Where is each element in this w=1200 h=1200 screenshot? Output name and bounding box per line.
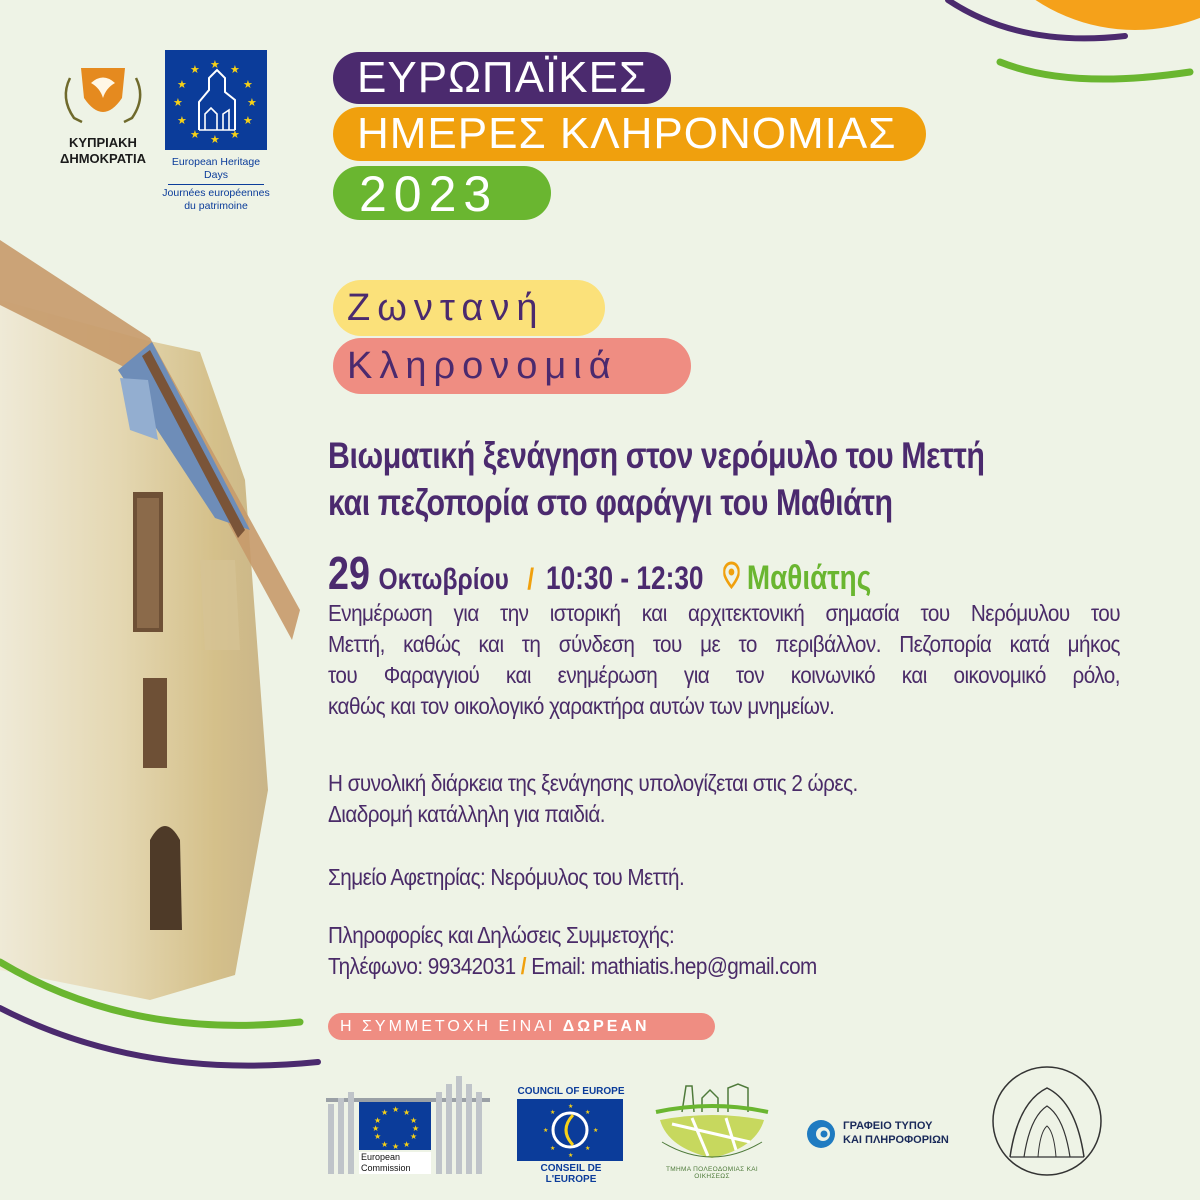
svg-text:★: ★ bbox=[410, 1132, 418, 1141]
pio-text bbox=[843, 1119, 949, 1147]
free-prefix: Η ΣΥΜΜΕΤΟΧΗ ΕΙΝΑΙ bbox=[340, 1018, 556, 1035]
eu-stars-icon bbox=[359, 1102, 431, 1150]
ehd-emblem-icon bbox=[165, 50, 267, 150]
event-time: 10:30 - 12:30 bbox=[545, 560, 704, 596]
svg-text:★: ★ bbox=[392, 1142, 400, 1150]
svg-text:★: ★ bbox=[230, 63, 240, 76]
start-point-label: Σημείο Αφετηρίας: bbox=[328, 864, 486, 890]
svg-text:★: ★ bbox=[190, 128, 200, 141]
svg-text:★: ★ bbox=[177, 114, 187, 127]
svg-text:★: ★ bbox=[177, 78, 187, 91]
svg-text:★: ★ bbox=[374, 1116, 382, 1125]
svg-text:★: ★ bbox=[550, 1109, 556, 1116]
ec-text bbox=[359, 1152, 431, 1174]
desc-line-3: του Φαραγγιού και ενημέρωση για τον κοινωνικό και οικονομικό ρόλο, bbox=[328, 662, 1120, 688]
contact-label: Πληροφορίες και Δηλώσεις Συμμετοχής: bbox=[328, 922, 675, 948]
contact-block bbox=[328, 920, 1041, 982]
local-group-seal-logo bbox=[988, 1062, 1106, 1180]
phone-label: Τηλέφωνο: bbox=[328, 953, 423, 979]
event-description bbox=[328, 598, 1120, 722]
location-pin-icon bbox=[724, 561, 740, 594]
cyprus-dove-icon bbox=[48, 58, 158, 128]
ec-flag bbox=[359, 1102, 431, 1150]
event-location: Μαθιάτης bbox=[746, 559, 872, 597]
phone-number[interactable]: 99342031 bbox=[427, 953, 516, 979]
svg-text:★: ★ bbox=[243, 114, 253, 127]
svg-text:★: ★ bbox=[403, 1140, 411, 1149]
pio-swirl-icon bbox=[805, 1118, 837, 1150]
event-title bbox=[328, 432, 1066, 526]
svg-text:★: ★ bbox=[585, 1145, 591, 1152]
desc-line-4: καθώς και τον οικολογικό χαρακτήρα αυτών των μνημείων. bbox=[328, 693, 835, 719]
date-row bbox=[328, 546, 871, 598]
press-office-logo bbox=[805, 1116, 975, 1156]
svg-text:★: ★ bbox=[412, 1124, 420, 1133]
desc-line-2: Μεττή, καθώς και τη σύνδεση του με το περιβάλλον. Πεζοπορία κατά μήκος bbox=[328, 631, 1120, 657]
council-of-europe-logo bbox=[517, 1086, 625, 1185]
european-commission-logo bbox=[326, 1068, 490, 1176]
desc-line-1: Ενημέρωση για την ιστορική και αρχιτεκτονική σημασία του Νερόμυλου του bbox=[328, 600, 1120, 626]
svg-text:★: ★ bbox=[392, 1105, 400, 1114]
contact-line bbox=[328, 951, 1041, 982]
sun-decoration bbox=[900, 0, 1200, 120]
title-line2-pill: ΗΜΕΡΕΣ ΚΛΗΡΟΝΟΜΙΑΣ bbox=[333, 107, 926, 161]
svg-text:★: ★ bbox=[247, 96, 257, 109]
arc-green bbox=[0, 962, 300, 1025]
svg-text:★: ★ bbox=[210, 58, 220, 71]
start-point-value: Νερόμυλος του Μεττή. bbox=[490, 864, 685, 890]
email-label: Email: bbox=[531, 953, 586, 979]
event-title-line2: και πεζοπορία στο φαράγγι του Μαθιάτη bbox=[328, 482, 893, 523]
svg-text:★: ★ bbox=[585, 1109, 591, 1116]
coe-emblem-icon bbox=[517, 1099, 623, 1161]
coe-flag bbox=[517, 1099, 623, 1161]
ec-line2: Commission bbox=[361, 1163, 411, 1173]
theme-line1-pill: Ζωντανή bbox=[333, 280, 605, 336]
planning-text: ΤΜΗΜΑ ΠΟΛΕΟΔΟΜΙΑΣ ΚΑΙ ΟΙΚΗΣΕΩΣ bbox=[666, 1166, 758, 1180]
coe-top-text: COUNCIL OF EUROPE bbox=[517, 1086, 625, 1097]
svg-text:★: ★ bbox=[210, 133, 220, 146]
svg-text:★: ★ bbox=[410, 1116, 418, 1125]
ehd-flag-logo bbox=[165, 50, 267, 150]
svg-text:★: ★ bbox=[190, 63, 200, 76]
svg-text:★: ★ bbox=[568, 1103, 574, 1110]
title-line1-pill: ΕΥΡΩΠΑΪΚΕΣ bbox=[333, 52, 671, 104]
cyprus-logo-line2: ΔΗΜΟΚΡΑΤΙΑ bbox=[59, 151, 147, 166]
svg-text:★: ★ bbox=[568, 1152, 574, 1159]
ehd-logo-line2: Journées européennes bbox=[162, 187, 270, 199]
pio-line1: ΓΡΑΦΕΙΟ ΤΥΠΟΥ bbox=[843, 1120, 933, 1132]
free-participation-pill bbox=[328, 1013, 715, 1040]
theme-line2-pill: Κληρονομιά bbox=[333, 338, 691, 394]
svg-text:★: ★ bbox=[543, 1127, 549, 1134]
svg-text:★: ★ bbox=[381, 1140, 389, 1149]
ehd-logo-line1: European Heritage Days bbox=[171, 156, 261, 181]
event-day: 29 bbox=[328, 547, 370, 599]
svg-text:★: ★ bbox=[381, 1108, 389, 1117]
svg-text:★: ★ bbox=[374, 1132, 382, 1141]
ehd-logo-caption bbox=[160, 156, 272, 213]
building-illustration bbox=[0, 230, 320, 1000]
event-title-line1: Βιωματική ξενάγηση στον νερόμυλο του Μεττή bbox=[328, 435, 985, 476]
event-month: Οκτωβρίου bbox=[378, 563, 509, 596]
pio-line2: ΚΑΙ ΠΛΗΡΟΦΟΡΙΩΝ bbox=[843, 1134, 949, 1146]
cyprus-logo-line1: ΚΥΠΡΙΑΚΗ bbox=[69, 135, 137, 150]
duration-line-1: Η συνολική διάρκεια της ξενάγησης υπολογίζεται στις 2 ώρες. bbox=[328, 770, 858, 796]
ehd-divider bbox=[168, 184, 264, 185]
svg-text:★: ★ bbox=[372, 1124, 380, 1133]
year-pill: 2023 bbox=[333, 166, 551, 220]
duration-block bbox=[328, 768, 1041, 830]
sun-arc-green bbox=[1000, 62, 1190, 79]
date-separator: / bbox=[527, 563, 535, 596]
cyprus-emblem-logo bbox=[48, 58, 158, 167]
svg-text:★: ★ bbox=[173, 96, 183, 109]
coe-bottom-text: CONSEIL DE L'EUROPE bbox=[540, 1163, 602, 1185]
ec-line1: European bbox=[361, 1152, 401, 1162]
ehd-logo-line3: du patrimoine bbox=[184, 200, 248, 212]
free-word: ΔΩΡΕΑΝ bbox=[562, 1018, 650, 1035]
svg-text:★: ★ bbox=[230, 128, 240, 141]
bottom-left-arcs bbox=[0, 930, 330, 1080]
duration-line-2: Διαδρομή κατάλληλη για παιδιά. bbox=[328, 801, 606, 827]
svg-text:★: ★ bbox=[403, 1108, 411, 1117]
email-address[interactable]: mathiatis.hep@gmail.com bbox=[590, 953, 817, 979]
svg-text:★: ★ bbox=[243, 78, 253, 91]
planning-department-logo bbox=[652, 1072, 772, 1182]
svg-text:★: ★ bbox=[550, 1145, 556, 1152]
svg-text:★: ★ bbox=[593, 1127, 599, 1134]
start-point bbox=[328, 862, 1041, 893]
contact-separator: / bbox=[520, 953, 527, 979]
